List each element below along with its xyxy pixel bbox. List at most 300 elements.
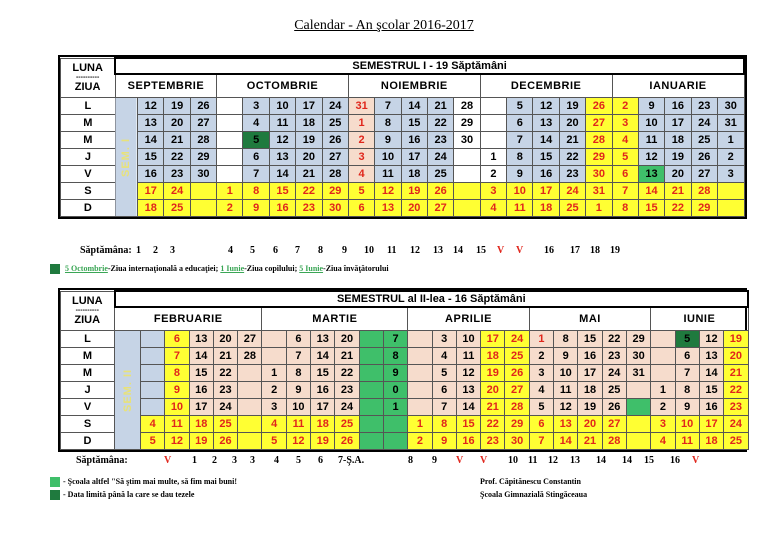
calendar-day: [190, 183, 216, 200]
week-number: 12: [410, 245, 420, 256]
calendar-day: [217, 98, 243, 115]
day-letter: M: [61, 365, 115, 382]
calendar-day: 17: [296, 98, 322, 115]
week-number: 14: [453, 245, 463, 256]
day-letter: V: [61, 399, 115, 416]
calendar-day: 8: [165, 365, 189, 382]
calendar-day: 8: [675, 382, 699, 399]
calendar-day: 1: [408, 416, 432, 433]
calendar-day: 12: [375, 183, 401, 200]
calendar-day: 17: [138, 183, 164, 200]
week-number: 18: [590, 245, 600, 256]
calendar-day: 31: [626, 365, 650, 382]
calendar-day: 13: [533, 115, 559, 132]
calendar-day: 30: [505, 433, 529, 450]
semester-1-tag: SEM. I: [115, 98, 137, 217]
calendar-day: 20: [665, 166, 691, 183]
calendar-day: 14: [533, 132, 559, 149]
calendar-day: [717, 200, 744, 217]
calendar-day: [408, 382, 432, 399]
calendar-day: 20: [335, 331, 359, 348]
calendar-day: 16: [401, 132, 427, 149]
calendar-day: [383, 416, 407, 433]
calendar-day: 22: [335, 365, 359, 382]
calendar-day: 26: [691, 149, 717, 166]
calendar-day: [717, 183, 744, 200]
day-letter: V: [61, 166, 116, 183]
calendar-day: 15: [638, 200, 664, 217]
calendar-day: 15: [311, 365, 335, 382]
month-aprilie: APRILIE: [408, 307, 529, 331]
calendar-day: 25: [428, 166, 454, 183]
calendar-day: 5: [529, 399, 553, 416]
calendar-day: 27: [190, 115, 216, 132]
calendar-day: 3: [480, 183, 506, 200]
calendar-day: 19: [578, 399, 602, 416]
calendar-day: 16: [665, 98, 691, 115]
date-1-june: 1 Iunie: [220, 264, 245, 273]
calendar-day: 16: [578, 348, 602, 365]
calendar-day: 6: [348, 200, 374, 217]
week-number: 11: [387, 245, 397, 256]
calendar-day: 14: [138, 132, 164, 149]
calendar-day: [626, 382, 650, 399]
calendar-day: 27: [322, 149, 348, 166]
calendar-day: 6: [529, 416, 553, 433]
calendar-day: 11: [165, 416, 189, 433]
calendar-day: 20: [559, 115, 585, 132]
calendar-day: 10: [286, 399, 310, 416]
week-number: 10: [364, 245, 374, 256]
calendar-day: [141, 348, 165, 365]
calendar-day: 4: [529, 382, 553, 399]
week-number: 1: [192, 455, 197, 466]
day-letter: L: [61, 98, 116, 115]
calendar-day: 26: [190, 98, 216, 115]
week-number: 7: [295, 245, 300, 256]
calendar-day: 23: [335, 382, 359, 399]
calendar-day: 15: [269, 183, 295, 200]
luna-header-luna_label: LUNA: [71, 295, 103, 308]
calendar-day: [626, 399, 650, 416]
week-number: 14: [622, 455, 632, 466]
calendar-day: [383, 433, 407, 450]
calendar-day: 22: [602, 331, 626, 348]
calendar-day: 19: [481, 365, 505, 382]
week-number: V: [516, 245, 524, 256]
week-number: 5: [296, 455, 301, 466]
calendar-day: 4: [243, 115, 269, 132]
calendar-day: 9: [507, 166, 533, 183]
calendar-day: 17: [699, 416, 723, 433]
calendar-day: 14: [456, 399, 480, 416]
calendar-day: 17: [401, 149, 427, 166]
light-green-square-icon: [50, 477, 60, 487]
calendar-day: 9: [243, 200, 269, 217]
calendar-day: 1: [717, 132, 744, 149]
calendar-day: 26: [335, 433, 359, 450]
calendar-day: 1: [529, 331, 553, 348]
calendar-day: 3: [432, 331, 456, 348]
page-title: Calendar - An şcolar 2016-2017: [294, 18, 474, 33]
week-number: 6: [273, 245, 278, 256]
calendar-day: 31: [717, 115, 744, 132]
calendar-day: [480, 115, 506, 132]
calendar-day: 23: [724, 399, 748, 416]
calendar-day: 7: [286, 348, 310, 365]
calendar-day: 16: [311, 382, 335, 399]
day-letter: L: [61, 331, 115, 348]
calendar-day: 18: [296, 115, 322, 132]
calendar-day: [141, 382, 165, 399]
day-letter: M: [61, 348, 115, 365]
week-number: 8: [318, 245, 323, 256]
calendar-day: 20: [481, 382, 505, 399]
calendar-day: 29: [586, 149, 612, 166]
calendar-day: 16: [699, 399, 723, 416]
calendar-day: 9: [383, 365, 407, 382]
month-noiembrie: NOIEMBRIE: [348, 74, 480, 98]
calendar-day: 18: [578, 382, 602, 399]
calendar-day: 7: [675, 365, 699, 382]
calendar-day: 6: [432, 382, 456, 399]
calendar-day: 2: [217, 200, 243, 217]
calendar-day: 30: [717, 98, 744, 115]
calendar-day: 3: [651, 416, 675, 433]
calendar-day: 23: [213, 382, 237, 399]
calendar-day: 8: [432, 416, 456, 433]
semester-1-grid: [60, 57, 745, 217]
calendar-day: 12: [699, 331, 723, 348]
month-mai: MAI: [529, 307, 650, 331]
calendar-day: 4: [480, 200, 506, 217]
calendar-day: 7: [383, 331, 407, 348]
week-number: 15: [476, 245, 486, 256]
calendar-day: 1: [651, 382, 675, 399]
calendar-day: 30: [586, 166, 612, 183]
luna-header-ziua_label: ZIUA: [74, 81, 101, 94]
calendar-day: 6: [243, 149, 269, 166]
week-number: 15: [644, 455, 654, 466]
calendar-day: 25: [691, 132, 717, 149]
semester-1-weeks-label: Săptămâna:: [80, 245, 132, 256]
week-number: 9: [432, 455, 437, 466]
calendar-day: 24: [428, 149, 454, 166]
semester-2-heading: SEMESTRUL al II-lea - 16 Săptămâni: [115, 291, 749, 307]
week-number: 3: [232, 455, 237, 466]
calendar-day: 23: [602, 348, 626, 365]
calendar-day: 25: [335, 416, 359, 433]
calendar-day: 17: [533, 183, 559, 200]
calendar-day: 28: [454, 98, 480, 115]
calendar-day: 21: [164, 132, 190, 149]
calendar-day: 28: [238, 348, 262, 365]
calendar-day: 20: [164, 115, 190, 132]
calendar-day: 30: [190, 166, 216, 183]
week-number: V: [497, 245, 505, 256]
calendar-day: 16: [189, 382, 213, 399]
calendar-day: 29: [505, 416, 529, 433]
calendar-day: [359, 416, 383, 433]
calendar-day: 15: [578, 331, 602, 348]
calendar-day: 18: [189, 416, 213, 433]
calendar-day: 19: [189, 433, 213, 450]
calendar-day: 27: [602, 416, 626, 433]
calendar-day: 23: [296, 200, 322, 217]
calendar-day: 11: [456, 348, 480, 365]
calendar-day: 11: [675, 433, 699, 450]
calendar-day: 30: [626, 348, 650, 365]
calendar-day: [217, 115, 243, 132]
calendar-day: 11: [507, 200, 533, 217]
week-number: 8: [408, 455, 413, 466]
day-letter: J: [61, 382, 115, 399]
calendar-day: 27: [428, 200, 454, 217]
calendar-day: 24: [335, 399, 359, 416]
semester-1-heading: SEMESTRUL I - 19 Săptămâni: [115, 58, 744, 74]
calendar-day: 15: [533, 149, 559, 166]
calendar-day: 18: [665, 132, 691, 149]
calendar-day: 7: [243, 166, 269, 183]
calendar-day: 13: [189, 331, 213, 348]
calendar-day: [217, 149, 243, 166]
calendar-day: 13: [456, 382, 480, 399]
calendar-day: 10: [638, 115, 664, 132]
week-number: 2: [153, 245, 158, 256]
calendar-day: 8: [612, 200, 638, 217]
calendar-day: 31: [348, 98, 374, 115]
luna-header-dashes: ----------: [75, 307, 99, 315]
calendar-day: [262, 348, 286, 365]
legend-text-1: -Ziua internaţională a educaţiei;: [107, 264, 219, 273]
calendar-day: 26: [602, 399, 626, 416]
luna-header-ziua_label: ZIUA: [74, 314, 101, 327]
calendar-day: 24: [164, 183, 190, 200]
month-septembrie: SEPTEMBRIE: [115, 74, 216, 98]
calendar-day: 21: [724, 365, 748, 382]
calendar-day: [408, 399, 432, 416]
calendar-day: 13: [699, 348, 723, 365]
calendar-day: 5: [141, 433, 165, 450]
calendar-day: 22: [665, 200, 691, 217]
calendar-day: 4: [262, 416, 286, 433]
calendar-day: 17: [311, 399, 335, 416]
calendar-day: 4: [141, 416, 165, 433]
calendar-day: 5: [507, 98, 533, 115]
week-number: V: [692, 455, 700, 466]
calendar-day: 24: [602, 365, 626, 382]
calendar-day: [480, 132, 506, 149]
calendar-day: 20: [296, 149, 322, 166]
calendar-day: 10: [675, 416, 699, 433]
calendar-day: 18: [138, 200, 164, 217]
calendar-day: [480, 98, 506, 115]
day-letter: D: [61, 200, 116, 217]
calendar-day: 23: [428, 132, 454, 149]
calendar-day: 12: [269, 132, 295, 149]
calendar-day: 16: [138, 166, 164, 183]
calendar-day: 8: [375, 115, 401, 132]
calendar-day: 26: [428, 183, 454, 200]
calendar-day: [359, 382, 383, 399]
calendar-day: 17: [481, 331, 505, 348]
calendar-day: 18: [481, 348, 505, 365]
calendar-day: 21: [559, 132, 585, 149]
calendar-day: 11: [375, 166, 401, 183]
calendar-day: [141, 365, 165, 382]
calendar-day: 29: [626, 331, 650, 348]
week-number: 11: [528, 455, 538, 466]
calendar-day: [408, 365, 432, 382]
calendar-day: [408, 331, 432, 348]
calendar-day: 4: [348, 166, 374, 183]
calendar-day: 12: [638, 149, 664, 166]
calendar-day: 5: [243, 132, 269, 149]
calendar-day: 2: [717, 149, 744, 166]
calendar-day: 20: [578, 416, 602, 433]
calendar-day: 11: [638, 132, 664, 149]
week-number: 2: [212, 455, 217, 466]
calendar-day: 10: [456, 331, 480, 348]
legend-altfel: [50, 477, 237, 487]
calendar-day: 2: [529, 348, 553, 365]
calendar-day: 10: [269, 98, 295, 115]
calendar-day: 13: [138, 115, 164, 132]
calendar-day: 5: [348, 183, 374, 200]
calendar-day: 6: [165, 331, 189, 348]
calendar-day: 12: [138, 98, 164, 115]
calendar-day: 5: [675, 331, 699, 348]
luna-header-dashes: ----------: [75, 74, 100, 82]
calendar-day: 29: [322, 183, 348, 200]
calendar-day: 21: [578, 433, 602, 450]
calendar-day: 9: [432, 433, 456, 450]
calendar-day: 3: [612, 115, 638, 132]
month-martie: MARTIE: [262, 307, 408, 331]
calendar-day: 13: [554, 416, 578, 433]
calendar-day: 16: [533, 166, 559, 183]
week-number: 7-Ş.A.: [338, 455, 365, 466]
calendar-day: 8: [507, 149, 533, 166]
day-letter: S: [61, 416, 115, 433]
calendar-day: 22: [481, 416, 505, 433]
calendar-day: 26: [586, 98, 612, 115]
calendar-day: 24: [505, 331, 529, 348]
calendar-day: 25: [322, 115, 348, 132]
calendar-day: 15: [456, 416, 480, 433]
calendar-day: 19: [665, 149, 691, 166]
calendar-day: 8: [286, 365, 310, 382]
calendar-day: 10: [165, 399, 189, 416]
calendar-day: 10: [554, 365, 578, 382]
calendar-day: 19: [164, 98, 190, 115]
calendar-day: 16: [269, 200, 295, 217]
calendar-day: 1: [480, 149, 506, 166]
calendar-day: [238, 416, 262, 433]
luna-header: [61, 291, 115, 331]
calendar-day: 25: [164, 200, 190, 217]
calendar-day: 20: [213, 331, 237, 348]
calendar-day: 28: [190, 132, 216, 149]
legend-deadline: [50, 490, 194, 500]
week-number: 14: [596, 455, 606, 466]
calendar-day: 12: [533, 98, 559, 115]
calendar-day: [454, 149, 480, 166]
author: Prof. Căpitănescu Constantin: [480, 477, 581, 486]
week-number: 1: [136, 245, 141, 256]
week-number: 12: [548, 455, 558, 466]
calendar-day: [262, 331, 286, 348]
calendar-day: 18: [311, 416, 335, 433]
calendar-day: 8: [554, 331, 578, 348]
calendar-day: [217, 166, 243, 183]
calendar-day: 6: [286, 331, 310, 348]
calendar-day: 29: [190, 149, 216, 166]
calendar-day: 12: [286, 433, 310, 450]
calendar-day: 1: [383, 399, 407, 416]
calendar-day: 11: [269, 115, 295, 132]
green-square-icon: [50, 264, 60, 274]
school: Şcoala Gimnazială Stingăceaua: [480, 490, 588, 499]
calendar-day: 15: [189, 365, 213, 382]
calendar-day: 4: [651, 433, 675, 450]
calendar-day: 28: [322, 166, 348, 183]
legend-altfel-text: - Şcoala altfel "Să ştim mai multe, să fim mai buni!: [63, 477, 237, 486]
calendar-day: 7: [375, 98, 401, 115]
calendar-day: 10: [375, 149, 401, 166]
week-number: 19: [610, 245, 620, 256]
semester-2-tag: SEM. II: [115, 331, 141, 450]
calendar-day: 5: [432, 365, 456, 382]
calendar-day: [359, 433, 383, 450]
calendar-day: 19: [311, 433, 335, 450]
calendar-day: 3: [717, 166, 744, 183]
calendar-day: [626, 416, 650, 433]
calendar-day: 21: [665, 183, 691, 200]
calendar-day: 22: [164, 149, 190, 166]
week-number: 13: [570, 455, 580, 466]
calendar-day: 21: [481, 399, 505, 416]
calendar-day: 31: [586, 183, 612, 200]
day-letter: S: [61, 183, 116, 200]
calendar-day: 15: [699, 382, 723, 399]
calendar-day: 15: [138, 149, 164, 166]
calendar-day: 7: [612, 183, 638, 200]
week-number: 17: [570, 245, 580, 256]
calendar-day: 14: [269, 166, 295, 183]
calendar-day: 3: [348, 149, 374, 166]
calendar-day: 19: [296, 132, 322, 149]
calendar-day: 22: [213, 365, 237, 382]
calendar-day: [141, 399, 165, 416]
calendar-day: 14: [401, 98, 427, 115]
calendar-day: 24: [559, 183, 585, 200]
calendar-day: 13: [375, 200, 401, 217]
calendar-day: 25: [724, 433, 748, 450]
calendar-day: 1: [586, 200, 612, 217]
week-number: V: [164, 455, 172, 466]
calendar-day: 9: [675, 399, 699, 416]
calendar-day: [359, 399, 383, 416]
calendar-day: 9: [165, 382, 189, 399]
week-number: 6: [318, 455, 323, 466]
calendar-day: 29: [454, 115, 480, 132]
calendar-day: 21: [296, 166, 322, 183]
week-number: V: [456, 455, 464, 466]
calendar-day: 12: [554, 399, 578, 416]
calendar-day: 22: [724, 382, 748, 399]
calendar-day: 20: [401, 200, 427, 217]
